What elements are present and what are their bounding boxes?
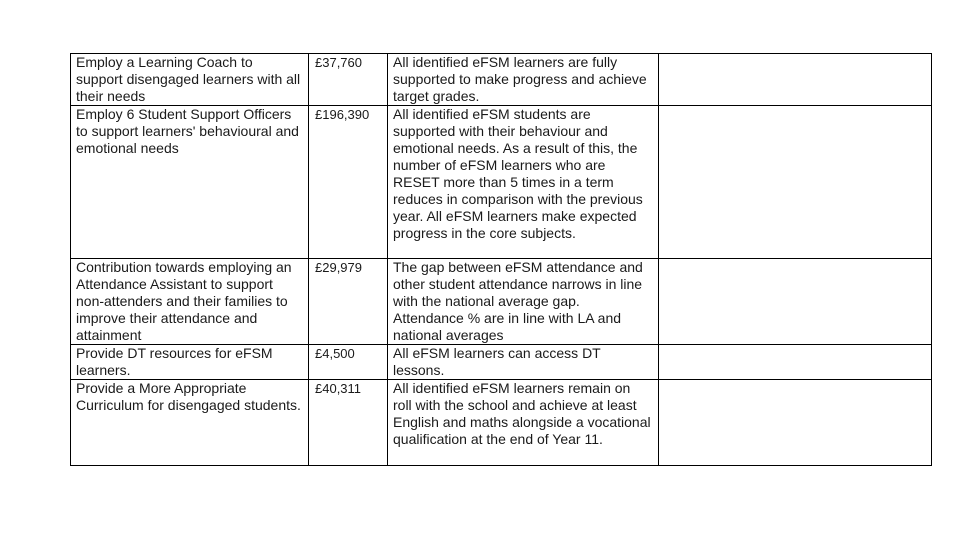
outcome-cell: All identified eFSM learners remain on roll with the school and achieve at least English and maths alongside a vocational qualification at the end of Year 11. [388,380,659,466]
action-cell: Employ a Learning Coach to support disengaged learners with all their needs [71,54,309,106]
notes-cell [659,380,932,466]
table-row [71,259,932,345]
table-row [71,380,932,466]
outcome-cell: All identified eFSM students are supported with their behaviour and emotional needs. As a result of this, the number of eFSM learners who are RESET more than 5 times in a term reduces in comparison with the previous year. All eFSM learners make expected progress in the core subjects. [388,106,659,259]
outcome-cell: The gap between eFSM attendance and other student attendance narrows in line with the national average gap. Attendance % are in line with LA and national averages [388,259,659,345]
cost-cell: £37,760 [309,54,388,106]
action-cell: Employ 6 Student Support Officers to support learners' behavioural and emotional needs [71,106,309,259]
outcome-cell: All eFSM learners can access DT lessons. [388,345,659,380]
cost-cell: £29,979 [309,259,388,345]
table-row [71,54,932,106]
table-row [71,345,932,380]
outcome-cell: All identified eFSM learners are fully supported to make progress and achieve target grades. [388,54,659,106]
table-row [71,106,932,259]
cost-cell: £40,311 [309,380,388,466]
grant-spending-table [70,53,932,466]
notes-cell [659,54,932,106]
notes-cell [659,106,932,259]
action-cell: Provide DT resources for eFSM learners. [71,345,309,380]
cost-cell: £196,390 [309,106,388,259]
action-cell: Provide a More Appropriate Curriculum for disengaged students. [71,380,309,466]
cost-cell: £4,500 [309,345,388,380]
notes-cell [659,259,932,345]
grant-spending-table-container [70,53,931,466]
action-cell: Contribution towards employing an Attendance Assistant to support non-attenders and their families to improve their attendance and attainment [71,259,309,345]
notes-cell [659,345,932,380]
